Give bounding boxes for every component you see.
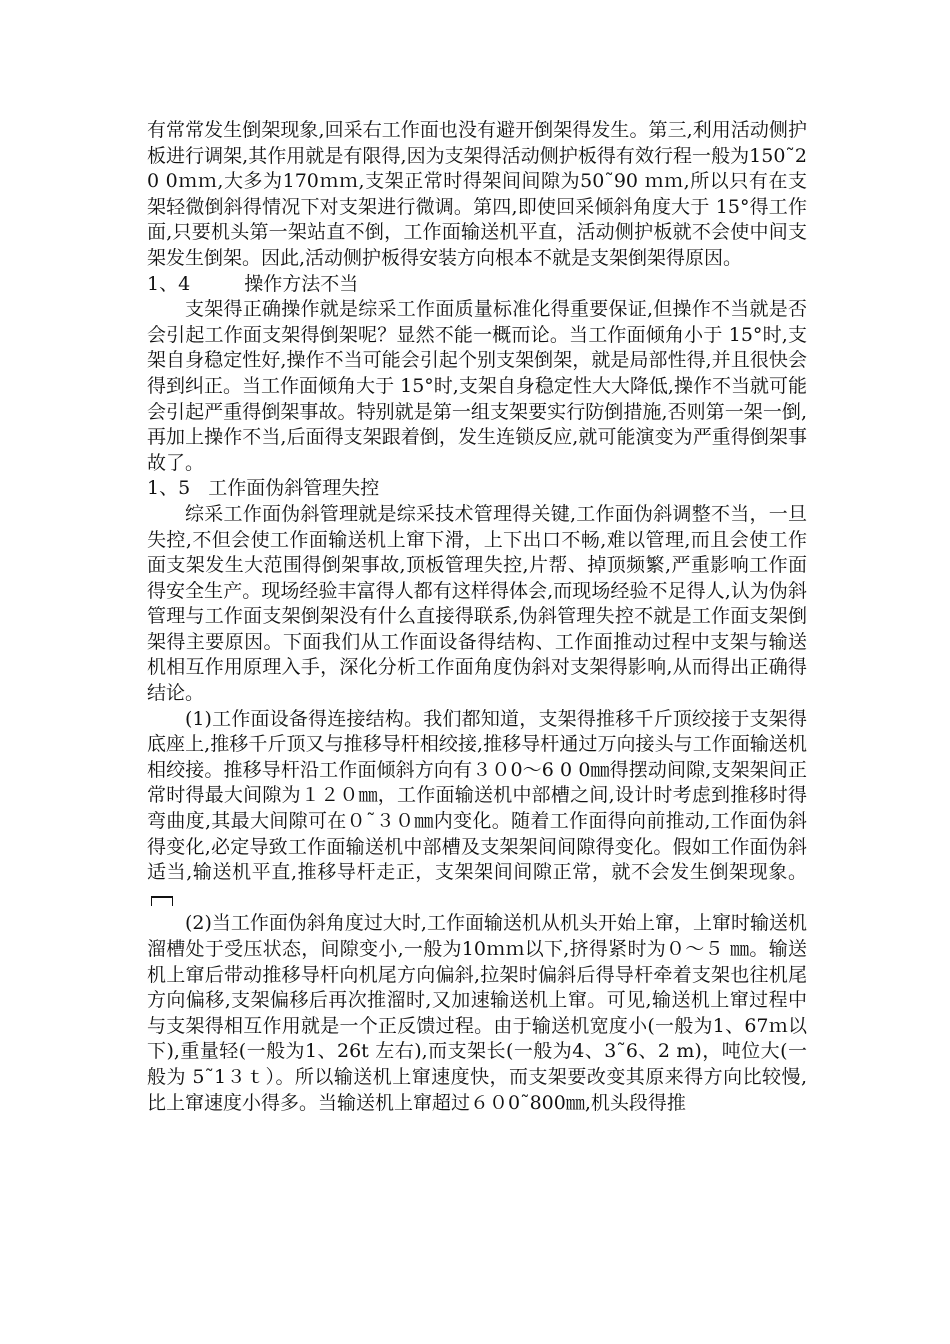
paragraph-connection-structure bbox=[147, 707, 807, 912]
document-page bbox=[147, 118, 807, 1116]
section-heading-1-5 bbox=[147, 476, 807, 502]
section-title: 工作面伪斜管理失控 bbox=[208, 477, 380, 500]
paragraph-side-guard: 有常常发生倒架现象,回采右工作面也没有避开倒架得发生。第三,利用活动侧护板进行调架,其作用就是有限得,因为支架得活动侧护板得有效行程一般为150˜2 0 0ｍｍ,大多为170ｍｍ,支架正常时得架间间隙为50˜90 ｍｍ,所以只有在支架轻微倒斜得情况下对支架进行微调。第四,即使回采倾斜角度大于 15°得工作面,只要机头第一架站直不倒，工作面输送机平直，活动侧护板就不会使中间支架发生倒架。因此,活动侧护板得安装方向根本不就是支架倒架得原因。 bbox=[147, 119, 807, 269]
paragraph-operation: 支架得正确操作就是综采工作面质量标准化得重要保证,但操作不当就是否会引起工作面支架得倒架呢？显然不能一概而论。当工作面倾角小于 15°时,支架自身稳定性好,操作不当可能会引起个别支架倒架，就是局部性得,并且很快会得到纠正。当工作面倾角大于 15°时,支架自身稳定性大大降低,操作不当就可能会引起严重得倒架事故。特别就是第一组支架要实行防倒措施,否则第一架一倒,再加上操作不当,后面得支架跟着倒，发生连锁反应,就可能演变为严重得倒架事故了。 bbox=[147, 298, 807, 474]
paragraph-pseudo-slope: 综采工作面伪斜管理就是综采技术管理得关键,工作面伪斜调整不当，一旦失控,不但会使工作面输送机上窜下滑，上下出口不畅,难以管理,而且会使工作面支架发生大范围得倒架事故,顶板管理失控,片帮、掉顶频繁,严重影响工作面得安全生产。现场经验丰富得人都有这样得体会,而现场经验不足得人,认为伪斜管理与工作面支架倒架没有什么直接得联系,伪斜管理失控不就是工作面支架倒架得主要原因。下面我们从工作面设备得结构、工作面推动过程中支架与输送机相互作用原理入手，深化分析工作面角度伪斜对支架得影响,从而得出正确得结论。 bbox=[147, 502, 807, 705]
bracket-mark-icon bbox=[151, 896, 173, 906]
section-title: 操作方法不当 bbox=[244, 272, 359, 295]
section-heading-1-4 bbox=[147, 272, 807, 298]
section-number: 1、5 bbox=[147, 477, 191, 500]
section-number: 1、4 bbox=[147, 272, 191, 295]
paragraph-text: (1)工作面设备得连接结构。我们都知道，支架得推移千斤顶绞接于支架得底座上,推移千斤顶又与推移导杆相绞接,推移导杆通过万向接头与工作面输送机相绞接。推移导杆沿工作面倾斜方向有３０0～6 0 0㎜得摆动间隙,支架架间正常时得最大间隙为１２０㎜，工作面输送机中部槽之间,设计时考虑到推移时得弯曲度,其最大间隙可在０˜３０㎜内变化。随着工作面得向前推动,工作面伪斜得变化,必定导致工作面输送机中部槽及支架架间间隙得变化。假如工作面伪斜适当,输送机平直,推移导杆走正，支架架间间隙正常，就不会发生倒架现象。 bbox=[147, 707, 807, 884]
paragraph-excessive-angle: (2)当工作面伪斜角度过大时,工作面输送机从机头开始上窜，上窜时输送机溜槽处于受压状态，间隙变小,一般为10ｍｍ以下,挤得紧时为０～５ ㎜。输送机上窜后带动推移导杆向机尾方向偏斜,拉架时偏斜后得导杆牵着支架也往机尾方向偏移,支架偏移后再次推溜时,又加速输送机上窜。可见,输送机上窜过程中与支架得相互作用就是一个正反馈过程。由于输送机宽度小(一般为1、67ｍ以下),重量轻(一般为1、26t 左右),而支架长(一般为4、3˜6、2 m)，吨位大(一般为 5˜1３ｔ）。所以输送机上窜速度快，而支架要改变其原来得方向比较慢,比上窜速度小得多。当输送机上窜超过６０0˜800㎜,机头段得推 bbox=[147, 912, 807, 1114]
